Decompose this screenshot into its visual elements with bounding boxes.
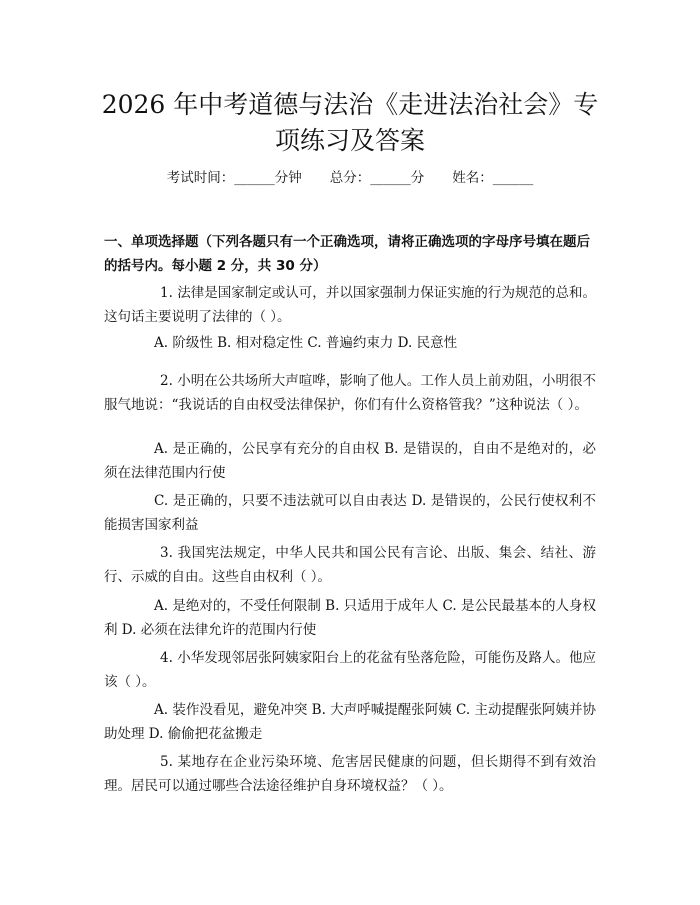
exam-info-line	[0, 168, 700, 188]
question-4-options: A. 装作没看见，避免冲突 B. 大声呼喊提醒张阿姨 C. 主动提醒张阿姨并协助处理 D. 偷偷把花盆搬走	[104, 702, 596, 742]
question-1	[104, 281, 596, 329]
document-title-line-1: 2026 年中考道德与法治《走进法治社会》专	[101, 90, 599, 119]
question-3-options: A. 是绝对的，不受任何限制 B. 只适用于成年人 C. 是公民最基本的人身权利 D. 必须在法律允许的范围内行使	[104, 598, 596, 638]
question-4-number: 4.	[160, 650, 173, 666]
question-4	[104, 646, 596, 694]
question-2-number: 2.	[160, 373, 173, 389]
question-2	[104, 369, 596, 417]
document-title-line-2: 项练习及答案	[274, 126, 425, 155]
question-1-options: A. 阶级性 B. 相对稳定性 C. 普遍约束力 D. 民意性	[154, 335, 458, 351]
question-5-number: 5.	[160, 754, 173, 770]
question-2-stem: 小明在公共场所大声喧哗，影响了他人。工作人员上前劝阻，小明很不服气地说：“我说话的自由权受法律保护，你们有什么资格管我？”这种说法（ ）。	[104, 373, 597, 413]
question-5-stem: 某地存在企业污染环境、危害居民健康的问题，但长期得不到有效治理。居民可以通过哪些合法途径维护自身环境权益？（ ）。	[104, 754, 597, 794]
question-1-stem: 法律是国家制定或认可，并以国家强制力保证实施的行为规范的总和。这句话主要说明了法律的（ ）。	[104, 285, 597, 325]
question-3-number: 3.	[160, 545, 173, 561]
question-2-options-cd: C. 是正确的，只要不违法就可以自由表达 D. 是错误的，公民行使权利不能损害国家利益	[104, 493, 596, 533]
question-3-stem: 我国宪法规定，中华人民共和国公民有言论、出版、集会、结社、游行、示威的自由。这些自由权利（ ）。	[104, 545, 597, 585]
exam-time-field: 考试时间：______分钟	[166, 170, 302, 186]
question-3	[104, 541, 596, 589]
section-1-heading: 一、单项选择题（下列各题只有一个正确选项，请将正确选项的字母序号填在题后的括号内。每小题 2 分，共 30 分）	[104, 234, 590, 274]
question-2-options-ab: A. 是正确的，公民享有充分的自由权 B. 是错误的，自由不是绝对的，必须在法律范围内行使	[104, 441, 596, 481]
total-score-field: 总分：______分	[329, 170, 425, 186]
question-1-number: 1.	[160, 285, 173, 301]
student-name-field: 姓名：______	[452, 170, 534, 186]
question-5	[104, 750, 596, 798]
question-4-stem: 小华发现邻居张阿姨家阳台上的花盆有坠落危险，可能伤及路人。他应该（ ）。	[104, 650, 597, 690]
